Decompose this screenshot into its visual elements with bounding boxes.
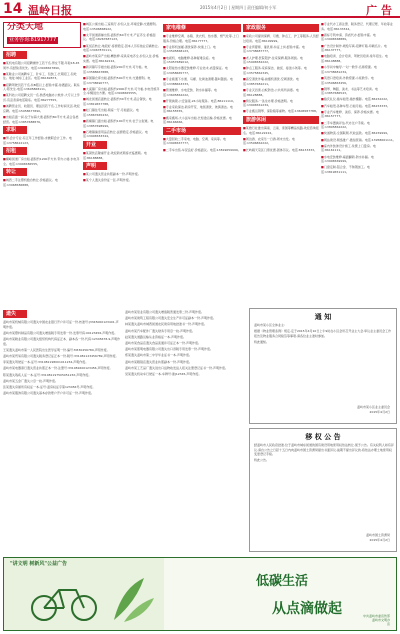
classified-entry: [3, 157, 81, 166]
classified-entry: [163, 77, 241, 86]
entry-text: 钢琴、舞蹈、美术、书法等艺术培训。电话:13857686543。: [321, 86, 378, 96]
entry-text: 温岭市某房产出租,精装修,家具家电齐全,拎包入住,价格实惠。电话:86162222。: [83, 54, 159, 63]
bullet-icon: ■: [3, 114, 6, 119]
bullet-icon: ■: [3, 157, 6, 162]
bullet-icon: ■: [83, 108, 86, 113]
bullet-icon: ■: [163, 55, 166, 60]
lost-notice-item: 陈某遗失残疾人证一本,证号:33108119750505123X,声明作废。: [3, 372, 92, 377]
notice-paragraph: 特此公告。: [254, 458, 270, 463]
classified-entry: [83, 65, 161, 74]
classifieds-list-5: [321, 22, 397, 175]
entry-text: 老人护理,医院陪护,住家保姆,服务周到。电话:15906582222。: [243, 55, 303, 65]
bullet-icon: ■: [163, 34, 166, 38]
lost-notice-item: 温岭市某工艺品厂遗失进出口货物收发货人报关注册登记证书一份,声明作废。: [125, 365, 228, 370]
notice-signer: 温岭市某小区业主委员会: [356, 405, 390, 409]
classified-entry: [243, 66, 319, 75]
bullet-icon: ■: [3, 61, 6, 65]
entry-text: 二手车出售,车况良好,价格面议。电话:13819659999。: [165, 147, 241, 152]
lost-notices-column-2: [125, 310, 243, 550]
entry-text: 专业疏通下水道、马桶、化粪池清理,随叫随到。电话:13388663333。: [163, 77, 233, 86]
bullet-icon: ■: [83, 22, 86, 26]
category-header: 招租: [3, 147, 27, 155]
entry-text: 大溪镇厂房出租,面积约2000平方米,可分租,水电设施齐全,车辆进出方便。电话:13906565555。: [83, 86, 160, 96]
notices-header-lost: 遗失: [3, 310, 27, 318]
classified-entry: [243, 45, 319, 54]
lost-notice-item: 温岭市某照明电器有限公司遗失出口退税专用发票一份,声明作废。: [125, 347, 213, 352]
entry-text: 广告设计制作,喷绘写真,招牌灯箱,印刷名片。电话:86137777。: [321, 43, 387, 53]
ad-illustration: [4, 558, 164, 630]
entry-text: 某个人遗失身份证一张,声明作废。: [85, 178, 132, 183]
classifieds-column-2: [83, 22, 161, 304]
bullet-icon: ■: [321, 103, 324, 108]
ad-headline-2: 从点滴做起: [272, 601, 342, 617]
lost-notice-item: 吴某遗失机动车行驶证一本,车牌号:浙J12345,声明作废。: [125, 371, 202, 376]
notice-date: 2015年4月2日: [369, 409, 390, 414]
bullet-icon: ■: [243, 126, 246, 131]
classified-entry: [163, 99, 241, 104]
notices-section: [3, 308, 397, 552]
classified-entry: [163, 45, 241, 54]
ad-headline-1: 低碳生活: [256, 574, 309, 589]
lost-notice-item: 温岭市某泵业有限公司遗失增值税普通发票二份,声明作废。: [125, 310, 204, 314]
entry-text: 专业代办工商注册、税务登记、代理记账、年检等业务。电话:86133344。: [321, 22, 393, 31]
entry-text: 电视机、电脑维修,各种疑难杂症。电话:15957689012。: [163, 55, 215, 65]
bullet-icon: ■: [163, 147, 166, 152]
entry-text: 家政公司提供保姆、月嫂、钟点工、护工等服务,人员经过培训。电话:86199999。: [243, 34, 319, 43]
entry-text: 专业灭四害,白蚁防治,公共场所消毒。电话:86128888。: [243, 87, 299, 97]
category-header-travel: 旅游休闲: [243, 116, 319, 124]
ad-sponsor-1: 中共温岭市委宣传部: [362, 614, 390, 618]
category-header: 声明: [83, 162, 107, 170]
entry-text: 石塘镇渔需用品店转让,货源稳定,价格面议。电话:13906583344。: [83, 129, 148, 139]
classified-entry: [321, 44, 397, 53]
classified-entry: [321, 144, 397, 153]
entry-text: 松门镇住宅出租,两室一厅,月租面议。电话:15867665432。: [83, 108, 139, 117]
entry-text: 二手车置换评估,代办过户手续。电话:13805862222。: [321, 120, 370, 130]
bullet-icon: ■: [83, 43, 86, 48]
classified-entry: [321, 54, 397, 63]
bullet-icon: ■: [163, 115, 166, 120]
classified-entry: [321, 155, 397, 164]
lost-notice-item: 温岭市某电器商行遗失营业执照正本一份,注册号:331081600123456,声明作废。: [3, 366, 113, 371]
notice-paragraph: 特此通知。: [254, 339, 270, 344]
classified-entry: [3, 136, 81, 145]
notice-signer: 温岭市国土资源局: [365, 533, 390, 537]
category-header: 求职: [3, 126, 27, 134]
entry-text: 电脑培训、会计培训、驾驶员培训,常年招生。电话:86148888。: [321, 54, 388, 63]
classified-entry: [83, 76, 161, 85]
entry-text: 高空清洗外墙,油烟机清洗,空调清洗。电话:13857682211。: [243, 77, 299, 86]
classifieds-list-3: [163, 34, 241, 125]
entry-text: 招聘驾驶员若干名,持B照以上,经验丰富,待遇面议。联系人:陈先生,电话:13605868111。: [3, 82, 80, 92]
classified-entry: [83, 172, 161, 177]
notice-title-tongzhi: 通 知: [314, 313, 332, 321]
classified-entry: [243, 56, 319, 65]
classified-entry: [3, 93, 81, 102]
notice-box-transfer: [249, 428, 397, 552]
bullet-icon: ■: [83, 97, 86, 102]
bullet-icon: ■: [243, 77, 246, 82]
bullet-icon: ■: [243, 136, 246, 141]
classifieds-column-1: [3, 22, 81, 304]
entry-text: 专业搬运钢琴、保险箱等重物。电话:13606587788。: [245, 109, 319, 114]
category-header-secondhand: 二手市场: [163, 127, 241, 135]
bullet-icon: ■: [321, 131, 324, 136]
classified-entry: [163, 34, 241, 43]
bullet-icon: ■: [3, 178, 6, 183]
classified-entry: [243, 126, 319, 135]
entry-text: 某旅行社推出海南、云南、泰国等精品线路,欢迎咨询报名。电话:86122222。: [243, 126, 319, 135]
bullet-icon: ■: [321, 143, 324, 148]
classifieds-list-1: [3, 51, 81, 188]
bullet-icon: ■: [321, 43, 324, 48]
classified-entry: [83, 178, 161, 183]
entry-text: 专业育婴师、催乳师,持证上岗,经验丰富。电话:13738687777。: [243, 44, 305, 54]
lost-notice-item: 林某遗失温岭市城西街道农民建房用地批准书一份,声明作废。: [125, 322, 207, 327]
bullet-icon: ■: [163, 136, 166, 141]
lost-notice-item: 温岭市某塑料制品有限公司遗失增值税专用发票一份,发票号码:00123456,声明作废。: [3, 330, 118, 335]
entry-text: 男,会计专业,有五年工作经验,求兼职会计工作。电话:13758622123。: [3, 136, 72, 145]
entry-text: 水电安装维修,墙面翻新,防水补漏。电话:13906569999。: [321, 154, 374, 164]
entry-text: 搬家搬场,大小货车出租,长短途运输,价格优惠。电话:86166666。: [163, 115, 232, 125]
lost-notice-item: 温岭市某汽车配件厂遗失财务专用章一枚,声明作废。: [125, 328, 195, 333]
classified-entry: [83, 119, 161, 128]
entry-text: 专业汽车维修、美容、保养,价格实惠。电话:86157777。: [321, 109, 379, 119]
bullet-icon: ■: [321, 154, 324, 159]
entry-text: 周边游、农家乐一日游,周末出发。电话:13506862222。: [243, 136, 295, 146]
lost-notice-item: 温岭市某建筑工程有限公司遗失安全生产许可证副本一份,声明作废。: [125, 316, 216, 321]
bullet-icon: ■: [163, 87, 166, 92]
entry-text: 横峰街道厂房出租,面积约1200平方米,带办公楼,水电齐全。电话:13906586555。: [3, 157, 80, 166]
classifieds-column-5: [321, 22, 397, 304]
ad-sponsor-2: 温岭市文明办: [371, 618, 390, 622]
entry-text: 专业家政保洁,新房开荒、地毯清洗、玻璃清洁。电话:86155555。: [163, 104, 233, 114]
bullet-icon: ■: [321, 75, 324, 80]
bullet-icon: ■: [3, 104, 6, 109]
entry-text: 诚聘营业员、收银员、理货员若干名,工作时间灵活,欢迎应聘。电话:15958677890。: [3, 104, 80, 113]
lost-notice-item: 张某遗失房屋所有权证一本,证号:温房权证字第123456号,声明作废。: [3, 384, 96, 389]
entry-text: 某公司遗失营业执照副本一份,声明作废。: [85, 172, 141, 177]
classified-entry: [83, 108, 161, 117]
classified-entry: [321, 22, 397, 31]
entry-text: 殡仪服务,一条龙办理,价格透明。电话:13906561234。: [243, 98, 293, 108]
bullet-icon: ■: [321, 65, 324, 70]
bullet-icon: ■: [243, 87, 246, 92]
entry-text: 英语口语培训,外教授课,小班教学。电话:13506863456。: [321, 75, 374, 85]
lost-notice-item: 温岭市某服饰有限公司遗失基本存款账户开户许可证一份,声明作废。: [3, 391, 94, 396]
classified-entry: [243, 137, 319, 146]
classifieds-list-4b: [243, 126, 319, 152]
entry-text: 某机电有限公司招聘操作工若干名,男女不限,年龄18-45周岁,有经验者优先。电话:13906567890。: [3, 61, 80, 70]
bullet-icon: ■: [83, 75, 86, 80]
bullet-icon: ■: [163, 44, 166, 49]
notice-title-transfer: 移 权 公 告: [305, 433, 341, 441]
category-header-housekeeping: 家政服务: [243, 24, 319, 32]
ad-text-panel: [164, 558, 396, 630]
bullet-icon: ■: [83, 119, 86, 124]
lost-notice-item: 温岭市某贸易有限公司遗失税务登记证正本一份,税号:331081123456789,声明作废。: [3, 353, 119, 358]
bullet-icon: ■: [83, 151, 86, 155]
lost-notice-item: 温岭市某眼镜店遗失营业执照副本一份,声明作废。: [125, 359, 192, 364]
dateline: 2015年4月2日 | 星期四 | 责任编辑/何小军: [200, 5, 277, 10]
bullet-icon: ■: [321, 32, 324, 37]
classified-entry: [3, 61, 81, 70]
entry-text: 太阳能热水器安装维修,专业技术,质量保证。电话:13958665777。: [163, 66, 228, 75]
bullet-icon: ■: [83, 65, 86, 70]
entry-text: 太平街道商铺出售,面积约60平方米,产证齐全,价格面议。电话:18267687123。: [83, 32, 156, 42]
classified-entry: [83, 151, 161, 160]
lost-notice-item: 李某遗失驾驶证一本,证号:331081198001011234,声明作废。: [3, 360, 89, 365]
entry-text: 出租店面一间,位于东海大道,面积约80平方米,适合各类经营。电话:13857688876。: [3, 114, 79, 124]
page-number: 14: [3, 1, 23, 17]
bullet-icon: ■: [243, 147, 246, 152]
classified-entry: [321, 104, 397, 109]
classified-entry: [163, 137, 241, 146]
notice-date: 2015年4月2日: [369, 537, 390, 542]
classified-entry: [321, 121, 397, 130]
bullet-icon: ■: [3, 82, 6, 87]
entry-text: 门窗定制,铝合金、不锈钢加工。电话:13819651111。: [321, 165, 370, 174]
bicycle-icon: [4, 558, 164, 630]
entry-text: 泽国镇仓库出租,面积约500平方米,交通便利。电话:13738690777。: [83, 75, 151, 85]
bullet-icon: ■: [3, 71, 6, 76]
notice-body-tongzhi: [254, 323, 394, 403]
entry-text: 管道维修、水电安装、防水补漏等。电话:13605862222。: [163, 87, 217, 97]
classified-entry: [83, 22, 161, 31]
classified-entry: [243, 77, 319, 86]
lost-notice-item: 温岭市某五金厂遗失公章一枚,声明作废。: [3, 378, 58, 383]
entry-text: 开锁换锁,公安备案,24小时服务。电话:86111110。: [165, 98, 236, 103]
entry-text: 专业移机加氟,清洗保养,快速上门。电话:13505868123。: [163, 44, 216, 54]
bullet-icon: ■: [321, 137, 324, 142]
notice-body-transfer: [254, 443, 394, 531]
lost-notice-item: 赵某遗失道路运输从业资格证一本,声明作废。: [125, 334, 186, 339]
bullet-icon: ■: [321, 54, 324, 59]
classified-entry: [83, 97, 161, 106]
entry-text: 某鞋业公司诚聘车工、针车工、包装工,长期招工,包吃住。地址:城东工业区。电话:86169873。: [3, 71, 77, 81]
entry-text: 网站建设,网络推广,微信营销。电话:13958661111。: [323, 137, 396, 142]
bullet-icon: ■: [83, 86, 86, 91]
bullet-icon: ■: [321, 109, 324, 114]
classified-entry: [3, 83, 81, 92]
lost-notice-item: 郑某遗失温岭市第二中学毕业证书一本,声明作废。: [125, 353, 192, 358]
bullet-icon: ■: [83, 129, 86, 134]
bullet-icon: ■: [243, 66, 246, 71]
lost-notice-item: 温岭市某鞋业有限公司遗失组织机构代码证正本、副本各一份,代码:12345678-9,声明作废。: [3, 336, 121, 346]
entry-text: 某饭店转让,地段好,客源稳定,因本人另有他业忍痛转让。电话:13067870111。: [83, 43, 161, 53]
classified-entry: [3, 72, 81, 81]
bullet-icon: ■: [3, 136, 6, 141]
bullet-icon: ■: [163, 66, 166, 71]
classified-entry: [83, 33, 161, 42]
classified-entry: [163, 105, 241, 114]
classifieds-list-4: [243, 34, 319, 114]
paper-name: 温岭日报: [28, 4, 72, 17]
classified-entry: [243, 88, 319, 97]
classified-entry: [3, 104, 81, 113]
ad-sponsors: [363, 614, 390, 626]
category-header: 转让: [3, 168, 27, 176]
bullet-icon: ■: [83, 32, 86, 37]
classifieds-logo: [3, 22, 81, 48]
entry-text: 汽车租赁,各种车型,日租月租。电话:86153333。: [323, 103, 391, 108]
bullet-icon: ■: [321, 120, 324, 125]
entry-text: 城区公寓出租,三室两厅,拎包入住,环境安静,交通便利。电话:13506868922。: [83, 22, 159, 31]
ad-slogan: "讲文明 树新风"公益广告: [10, 561, 67, 567]
entry-text: 婚庆礼仪,婚车租赁,婚纱摄影。电话:86152222。: [323, 97, 391, 102]
ad-sponsor-3: 宣: [386, 622, 390, 626]
classified-entry: [83, 130, 161, 139]
entry-text: 专业维修空调、冰箱、洗衣机、热水器、燃气灶等,上门服务,价格合理。电话:86177777。: [163, 34, 239, 43]
bullet-icon: ■: [321, 86, 324, 91]
bullet-icon: ■: [321, 22, 324, 26]
classified-entry: [321, 131, 397, 136]
entry-text: 大量回收二手家电、电脑、空调、家具等。电话:13906567777。: [163, 136, 226, 146]
bullet-icon: ■: [83, 172, 86, 177]
entry-text: 箬横镇门面出租,面积约100平方米,位于主街道。电话:13857698999。: [83, 119, 154, 128]
classified-entry: [163, 56, 241, 65]
entry-text: 某餐饮店隆重开业,欢迎新老顾客光临惠顾。电话:86188888。: [83, 151, 147, 160]
notice-paragraph: 根据《物业管理条例》规定,定于2015年4月10日上午9时在小区会所召开业主大会,审议业主委员会工作报告及物业服务合同续签等事项,请各位业主准时参加。: [254, 329, 392, 338]
classified-entry: [83, 87, 161, 96]
classifieds-column-3: [163, 22, 241, 304]
bullet-icon: ■: [3, 93, 6, 98]
bullet-icon: ■: [243, 34, 246, 38]
classifieds-column-4: [243, 22, 319, 304]
classified-entry: [321, 76, 397, 85]
bullet-icon: ■: [83, 54, 86, 59]
classifieds-list-2: [83, 22, 161, 183]
classified-entry: [321, 165, 397, 174]
masthead: [0, 0, 400, 18]
bullet-icon: ■: [83, 178, 86, 183]
category-header-appliance: 家电维修: [163, 24, 241, 32]
classified-entry: [83, 44, 161, 53]
bullet-icon: ■: [163, 104, 166, 109]
classified-entry: [163, 66, 241, 75]
classified-entry: [243, 109, 319, 114]
classified-entry: [3, 178, 81, 187]
classified-entry: [243, 34, 319, 43]
lost-notice-item: 温岭市某机械有限公司遗失中国农业银行开户许可证一份,核准号:J3345000123401,声明作废。: [3, 320, 119, 329]
classified-entry: [163, 116, 241, 125]
bullet-icon: ■: [243, 55, 246, 60]
classified-entry: [321, 33, 397, 42]
category-header: 开业: [83, 141, 107, 149]
lost-notices-column-1: [3, 320, 121, 550]
entry-text: 小学初中辅导,一对一教学,名师授课。电话:13738681234。: [321, 65, 377, 74]
bullet-icon: ■: [243, 44, 246, 49]
classified-entry: [321, 97, 397, 102]
lost-notice-item: 温岭市某食品店遗失食品流通许可证正本一份,声明作废。: [125, 340, 201, 345]
classified-entry: [321, 110, 397, 119]
entry-text: 快递物流,全国联网,代收货款。电话:86159999。: [323, 131, 391, 136]
classified-entry: [321, 87, 397, 96]
bullet-icon: ■: [163, 98, 166, 103]
classified-entry: [163, 148, 241, 153]
entry-text: 新河镇写字楼出租,面积200平方米,可分租。电话:13588667888。: [83, 65, 148, 74]
entry-text: 长屿硐天景区门票优惠,团体另议。电话:86133333。: [245, 147, 318, 152]
bullet-icon: ■: [163, 77, 166, 82]
classified-entry: [3, 115, 81, 124]
entry-text: 城西二手注塑机数台转让,价格面议。电话:13968586888。: [3, 178, 58, 188]
section-name: 广 告: [366, 4, 392, 17]
notice-sign-transfer: [310, 533, 390, 542]
entry-text: 室内外装饰设计施工,免费上门量房。电话:86161111。: [321, 143, 376, 153]
notice-paragraph: 经温岭市人民政府批准,位于温岭市城东街道的国有建设用地使用权依法转让,现予公告。有关权利人如有异议,请自公告之日起十五日内向温岭市国土资源局提出书面异议,逾期不提出异议的,将依法办理土地使用权变更登记手续。: [254, 443, 394, 457]
entry-text: 商标专利申请、资质代办,经验丰富。电话:13906568889。: [321, 32, 376, 42]
classified-entry: [163, 88, 241, 97]
notice-paragraph: 温岭市某小区全体业主:: [254, 323, 286, 327]
classifieds-logo-title: 分类天地: [7, 22, 44, 32]
entry-text: 城北街道店面转让,面积约30平方米,适合餐饮。电话:13819657788。: [83, 97, 152, 107]
bullet-icon: ■: [243, 109, 246, 114]
notice-box-tongzhi: [249, 308, 397, 424]
entry-text: 钟点工服务,家庭保洁、做饭、接送小孩等。电话:13575862345。: [243, 66, 307, 75]
category-header: 招聘: [3, 51, 27, 59]
classified-entry: [243, 148, 319, 153]
classified-entry: [321, 138, 397, 143]
bullet-icon: ■: [321, 165, 324, 170]
classified-entry: [321, 65, 397, 74]
classified-entry: [243, 99, 319, 108]
classified-entry: [83, 54, 161, 63]
bullet-icon: ■: [243, 98, 246, 103]
lost-notice-item: 王某遗失温岭市第一人民医院出生医学证明一份,编号:M330456789,声明作废。: [3, 347, 110, 352]
notice-sign-tongzhi: [310, 405, 390, 414]
entry-text: 某科技公司招聘文员一名,熟悉电脑办公软件,大专以上学历,有意者请电话联系。电话:86277555。: [3, 93, 80, 102]
public-service-ad: [3, 557, 397, 631]
bullet-icon: ■: [321, 97, 324, 102]
classifieds-logo-phone: 业务咨询:81917777: [9, 37, 57, 43]
classifieds-list-3b: [163, 137, 241, 152]
